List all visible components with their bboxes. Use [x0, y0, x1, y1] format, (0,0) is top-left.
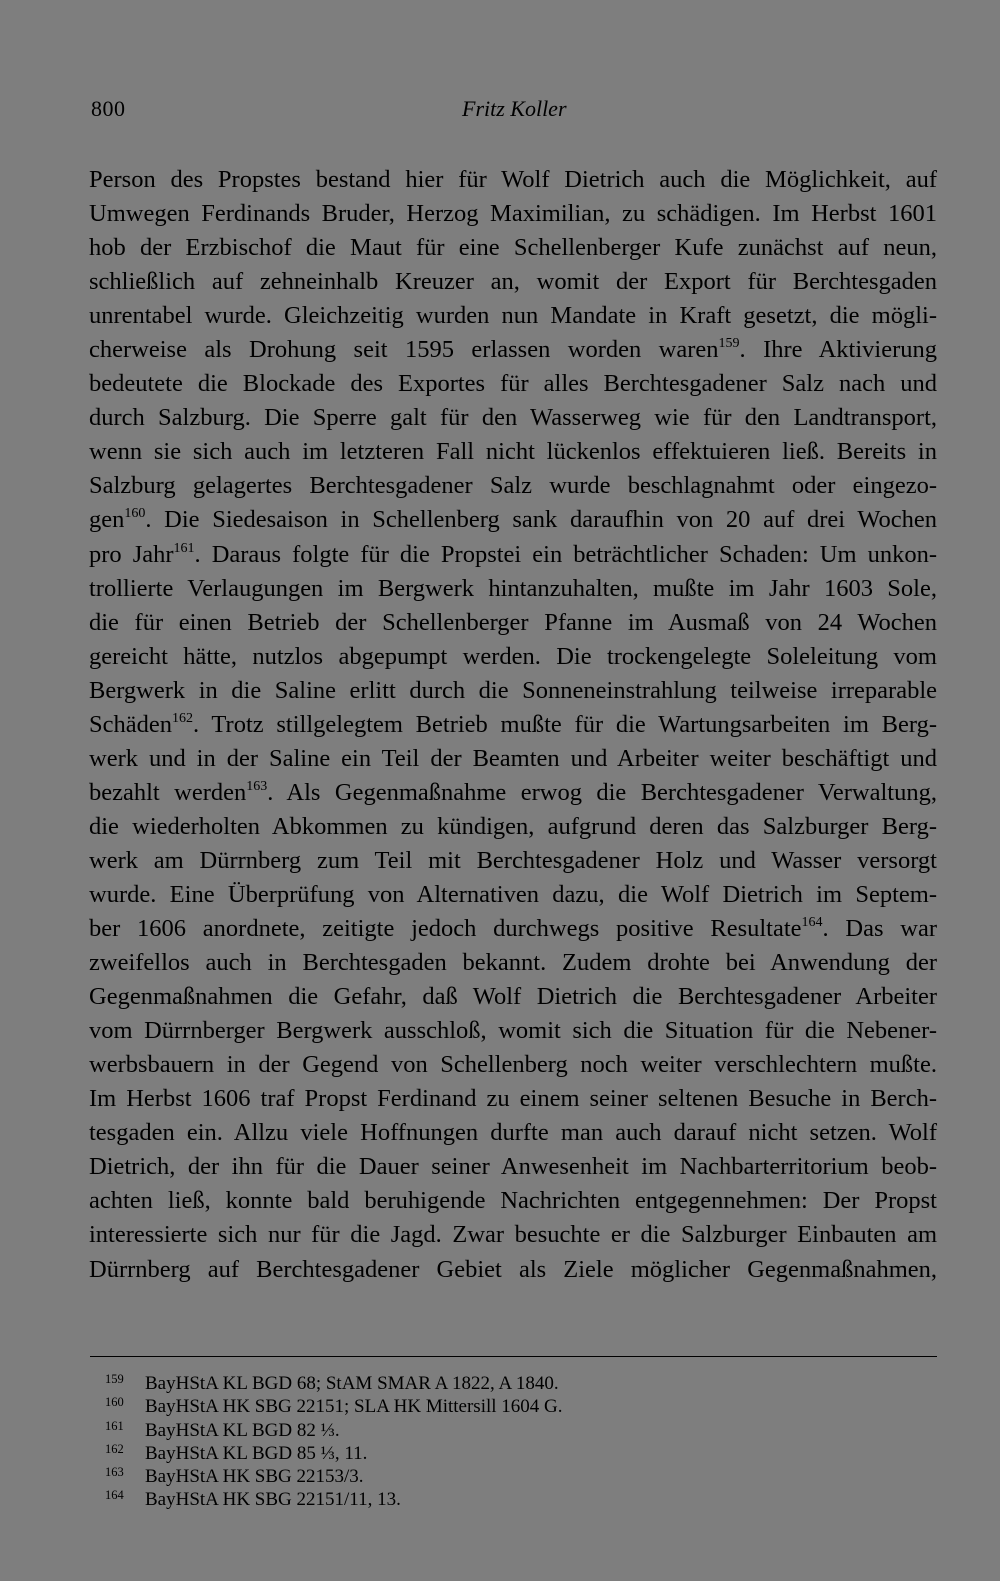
line-text: Person des Propstes bestand hier für Wolf Dietrich auch die Möglichkeit, auf — [89, 166, 937, 193]
line-text: Dürrnberg auf Berchtesgadener Gebiet als Ziele möglicher Gegenmaßnahmen, — [89, 1255, 937, 1283]
line-text: vom Dürrnberger Bergwerk ausschloß, womit sich die Situation für die Nebener- — [89, 1017, 937, 1045]
text-line — [89, 538, 937, 572]
line-text: . Daraus folgte für die Propstei ein beträchtlicher Schaden: Um unkon- — [194, 540, 937, 568]
footnote-reference[interactable]: 160 — [124, 506, 146, 522]
text-line — [89, 1082, 937, 1116]
text-line — [89, 674, 937, 708]
footnote-reference[interactable]: 164 — [801, 915, 823, 931]
line-text: Schäden — [89, 710, 172, 738]
text-line — [89, 1116, 937, 1150]
text-line — [89, 265, 937, 299]
line-text: wurde. Eine Überprüfung von Alternativen dazu, die Wolf Dietrich im Septem- — [89, 880, 937, 908]
text-line — [89, 1184, 937, 1218]
line-text: Im Herbst 1606 traf Propst Ferdinand zu einem seiner seltenen Besuche in Berch- — [89, 1085, 937, 1113]
line-text: bedeutete die Blockade des Exportes für alles Berchtesgadener Salz nach und — [89, 370, 937, 398]
line-text: gereicht hätte, nutzlos abgepumpt werden. Die trockengelegte Soleleitung vom — [89, 642, 937, 670]
footnote-rule — [90, 1356, 937, 1357]
text-line — [89, 163, 937, 197]
footnote-text: BayHStA KL BGD 68; StAM SMAR A 1822, A 1840. — [145, 1373, 559, 1394]
footnote: 159 BayHStA KL BGD 68; StAM SMAR A 1822, A 1840. — [105, 1372, 559, 1394]
footnote-text: BayHStA HK SBG 22151; SLA HK Mittersill 1604 G. — [145, 1396, 563, 1418]
text-line — [89, 810, 937, 844]
text-line — [89, 1150, 937, 1184]
text-line — [89, 469, 937, 503]
line-text: . Als Gegenmaßnahme erwog die Berchtesgadener Verwaltung, — [267, 778, 937, 806]
text-line — [89, 367, 937, 401]
line-text: achten ließ, konnte bald beruhigende Nachrichten entgegennehmen: Der Propst — [89, 1187, 937, 1215]
line-text: Salzburg gelagertes Berchtesgadener Salz wurde beschlagnahmt oder eingezo- — [89, 472, 937, 500]
line-text: gen — [89, 506, 125, 534]
text-line — [89, 231, 937, 265]
line-text: Dietrich, der ihn für die Dauer seiner Anwesenheit im Nachbarterritorium beob- — [89, 1153, 937, 1181]
line-text: wenn sie sich auch im letzteren Fall nicht lückenlos effektuieren ließ. Bereits in — [89, 438, 937, 466]
footnote: 163 BayHStA HK SBG 22153/3. — [105, 1465, 364, 1488]
running-head: Fritz Koller — [462, 96, 567, 121]
line-text: . Die Siedesaison in Schellenberg sank daraufhin von 20 auf drei Wochen — [145, 506, 937, 534]
line-text: die wiederholten Abkommen zu kündigen, aufgrund deren das Salzburger Berg- — [89, 812, 937, 840]
line-text: die für einen Betrieb der Schellenberger Pfanne im Ausmaß von 24 Wochen — [89, 608, 937, 636]
text-line — [89, 503, 937, 537]
footnote-reference[interactable]: 161 — [173, 540, 195, 556]
footnote-reference[interactable]: 159 — [718, 336, 740, 352]
text-line — [89, 980, 937, 1014]
text-line — [89, 606, 937, 640]
text-line — [89, 1048, 937, 1082]
line-text: Umwegen Ferdinands Bruder, Herzog Maximilian, zu schädigen. Im Herbst 1601 — [89, 200, 937, 228]
text-line — [89, 742, 937, 776]
line-text: ber 1606 anordnete, zeitigte jedoch durchwegs positive Resultate — [89, 915, 802, 943]
line-text: . Ihre Aktivierung — [739, 336, 937, 364]
footnote-text: BayHStA KL BGD 82 ⅓. — [145, 1419, 340, 1441]
text-line — [89, 197, 937, 231]
line-text: schließlich auf zehneinhalb Kreuzer an, womit der Export für Berchtesgaden — [89, 268, 937, 296]
text-line — [89, 878, 937, 912]
line-text: . Das war — [822, 915, 937, 943]
text-line — [89, 946, 937, 980]
footnote: 161 BayHStA KL BGD 82 ⅓. — [105, 1418, 340, 1441]
line-text: trollierte Verlaugungen im Bergwerk hintanzuhalten, mußte im Jahr 1603 Sole, — [89, 574, 937, 602]
footnote: 162 BayHStA KL BGD 85 ⅓, 11. — [105, 1441, 368, 1464]
text-line — [89, 912, 937, 946]
page-number: 800 — [91, 96, 126, 121]
line-text: werk und in der Saline ein Teil der Beamten und Arbeiter weiter beschäftigt und — [89, 744, 937, 772]
text-line — [89, 401, 937, 435]
footnote-reference[interactable]: 162 — [172, 710, 193, 726]
footnotes — [105, 1372, 725, 1512]
line-text: . Trotz stillgelegtem Betrieb mußte für die Wartungsarbeiten im Berg- — [193, 710, 937, 738]
line-text: durch Salzburg. Die Sperre galt für den Wasserweg wie für den Landtransport, — [89, 404, 937, 432]
line-text: interessierte sich nur für die Jagd. Zwar besuchte er die Salzburger Einbauten am — [89, 1221, 937, 1249]
text-line — [89, 1014, 937, 1048]
footnote-text: BayHStA HK SBG 22153/3. — [145, 1466, 364, 1488]
line-text: werbsbauern in der Gegend von Schellenberg noch weiter verschlechtern mußte. — [89, 1051, 937, 1079]
footnote-text: BayHStA HK SBG 22151/11, 13. — [145, 1489, 401, 1511]
text-line — [89, 299, 937, 333]
text-line — [89, 1253, 937, 1287]
text-line — [89, 572, 937, 606]
line-text: Gegenmaßnahmen die Gefahr, daß Wolf Dietrich die Berchtesgadener Arbeiter — [89, 983, 937, 1011]
text-line — [89, 435, 937, 469]
line-text: bezahlt werden — [89, 778, 247, 806]
line-text: hob der Erzbischof die Maut für eine Schellenberger Kufe zunächst auf neun, — [89, 234, 937, 262]
body-text — [89, 163, 937, 1287]
text-line — [89, 776, 937, 810]
line-text: tesgaden ein. Allzu viele Hoffnungen durfte man auch darauf nicht setzen. Wolf — [89, 1119, 937, 1147]
footnote: 160 BayHStA HK SBG 22151; SLA HK Mittersill 1604 G. — [105, 1395, 563, 1418]
line-text: zweifellos auch in Berchtesgaden bekannt. Zudem drohte bei Anwendung der — [89, 949, 937, 977]
text-line — [89, 333, 937, 367]
line-text: unrentabel wurde. Gleichzeitig wurden nun Mandate in Kraft gesetzt, die mögli- — [89, 302, 937, 330]
text-line — [89, 844, 937, 878]
text-line — [89, 1218, 937, 1252]
footnote: 164 BayHStA HK SBG 22151/11, 13. — [105, 1488, 401, 1511]
text-line — [89, 708, 937, 742]
text-line — [89, 640, 937, 674]
footnote-reference[interactable]: 163 — [246, 778, 268, 794]
line-text: Bergwerk in die Saline erlitt durch die Sonneneinstrahlung teilweise irreparable — [89, 676, 937, 704]
line-text: pro Jahr — [89, 540, 174, 568]
line-text: werk am Dürrnberg zum Teil mit Berchtesgadener Holz und Wasser versorgt — [89, 846, 937, 874]
footnote-text: BayHStA KL BGD 85 ⅓, 11. — [145, 1442, 368, 1464]
line-text: cherweise als Drohung seit 1595 erlassen worden waren — [89, 336, 719, 364]
